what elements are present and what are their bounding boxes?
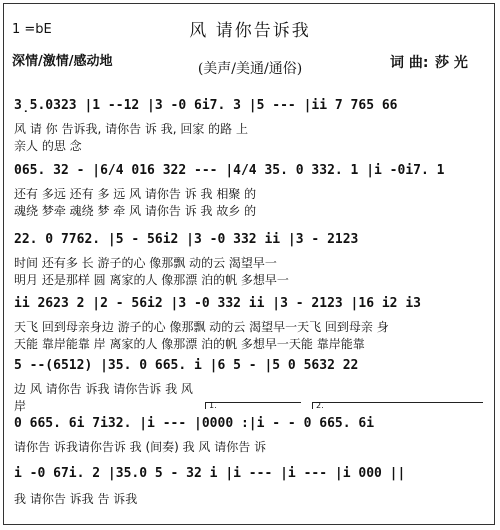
lyric-row-1-verse-2: 亲人 的思 念 bbox=[14, 139, 82, 153]
notation-row-1: 3̣5.0323 |1 --12 |3 -0 6i7. 3 |5 --- |ii 7 765 66 bbox=[14, 98, 398, 113]
volta-first-ending bbox=[205, 402, 301, 409]
notation-row-4: ii 2623 2 |2 - 56i2 |3 -0 332 ii |3 - 2123 |16 i2 i3 bbox=[14, 296, 421, 311]
key-signature: 1 =bE bbox=[12, 22, 52, 37]
credit-name: 莎 光 bbox=[435, 55, 468, 71]
volta-second-ending bbox=[312, 402, 483, 409]
credit-label: 词 曲: bbox=[390, 55, 429, 71]
lyric-row-3-verse-1: 时间 还有多 长 游子的心 像那飘 动的云 渴望早一 bbox=[14, 256, 277, 270]
lyric-row-7-verse-1: 我 请你告 诉我 告 诉我 bbox=[14, 492, 138, 506]
notation-row-2: 065. 32 - |6/4 016 322 --- |4/4 35. 0 332. 1 |i -0i7. 1 bbox=[14, 163, 445, 178]
lyric-row-4-verse-2: 天能 靠岸能靠 岸 离家的人 像那漂 泊的帆 多想早一天能 靠岸能靠 bbox=[14, 337, 365, 351]
notation-row-7: i -0 67i. 2 |35.0 5 - 32 i |i --- |i --- |i 000 || bbox=[14, 466, 406, 481]
notation-row-6: 0 665. 6i 7i32. |i --- |0000 :|i - - 0 665. 6i bbox=[14, 416, 375, 431]
lyric-row-5-verse-1: 边 风 请你告 诉我 请你告诉 我 风 bbox=[14, 382, 193, 396]
singing-styles: (美声/美通/通俗) bbox=[197, 61, 303, 77]
lyric-row-2-verse-1: 还有 多远 还有 多 远 风 请你告 诉 我 相聚 的 bbox=[14, 187, 257, 201]
lyric-row-2-verse-2: 魂绕 梦牵 魂绕 梦 牵 风 请你告 诉 我 故乡 的 bbox=[14, 204, 257, 218]
performance-mood: 深情/激情/感动地 bbox=[12, 54, 113, 69]
song-title: 风 请你告诉我 bbox=[189, 21, 311, 41]
lyric-row-4-verse-1: 天飞 回到母亲身边 游子的心 像那飘 动的云 渴望早一天飞 回到母亲 身 bbox=[14, 320, 389, 334]
notation-row-3: 22. 0 7762. |5 - 56i2 |3 -0 332 ii |3 - 2123 bbox=[14, 232, 359, 247]
lyric-row-3-verse-2: 明月 还是那样 圆 离家的人 像那漂 泊的帆 多想早一 bbox=[14, 273, 289, 287]
lyric-row-5-verse-2: 岸 bbox=[14, 399, 27, 413]
volta-first-label: 1. bbox=[209, 401, 217, 410]
notation-row-5: 5 --(6512) |35. 0 665. i |6 5 - |5 0 5632 22 bbox=[14, 358, 359, 373]
lyric-row-6-verse-1: 请你告 诉我请你告诉 我 (间奏) 我 风 请你告 诉 bbox=[14, 440, 267, 454]
volta-second-label: 2. bbox=[316, 401, 324, 410]
lyric-row-1-verse-1: 风 请 你 告诉我, 请你告 诉 我, 回家 的路 上 bbox=[14, 122, 248, 136]
